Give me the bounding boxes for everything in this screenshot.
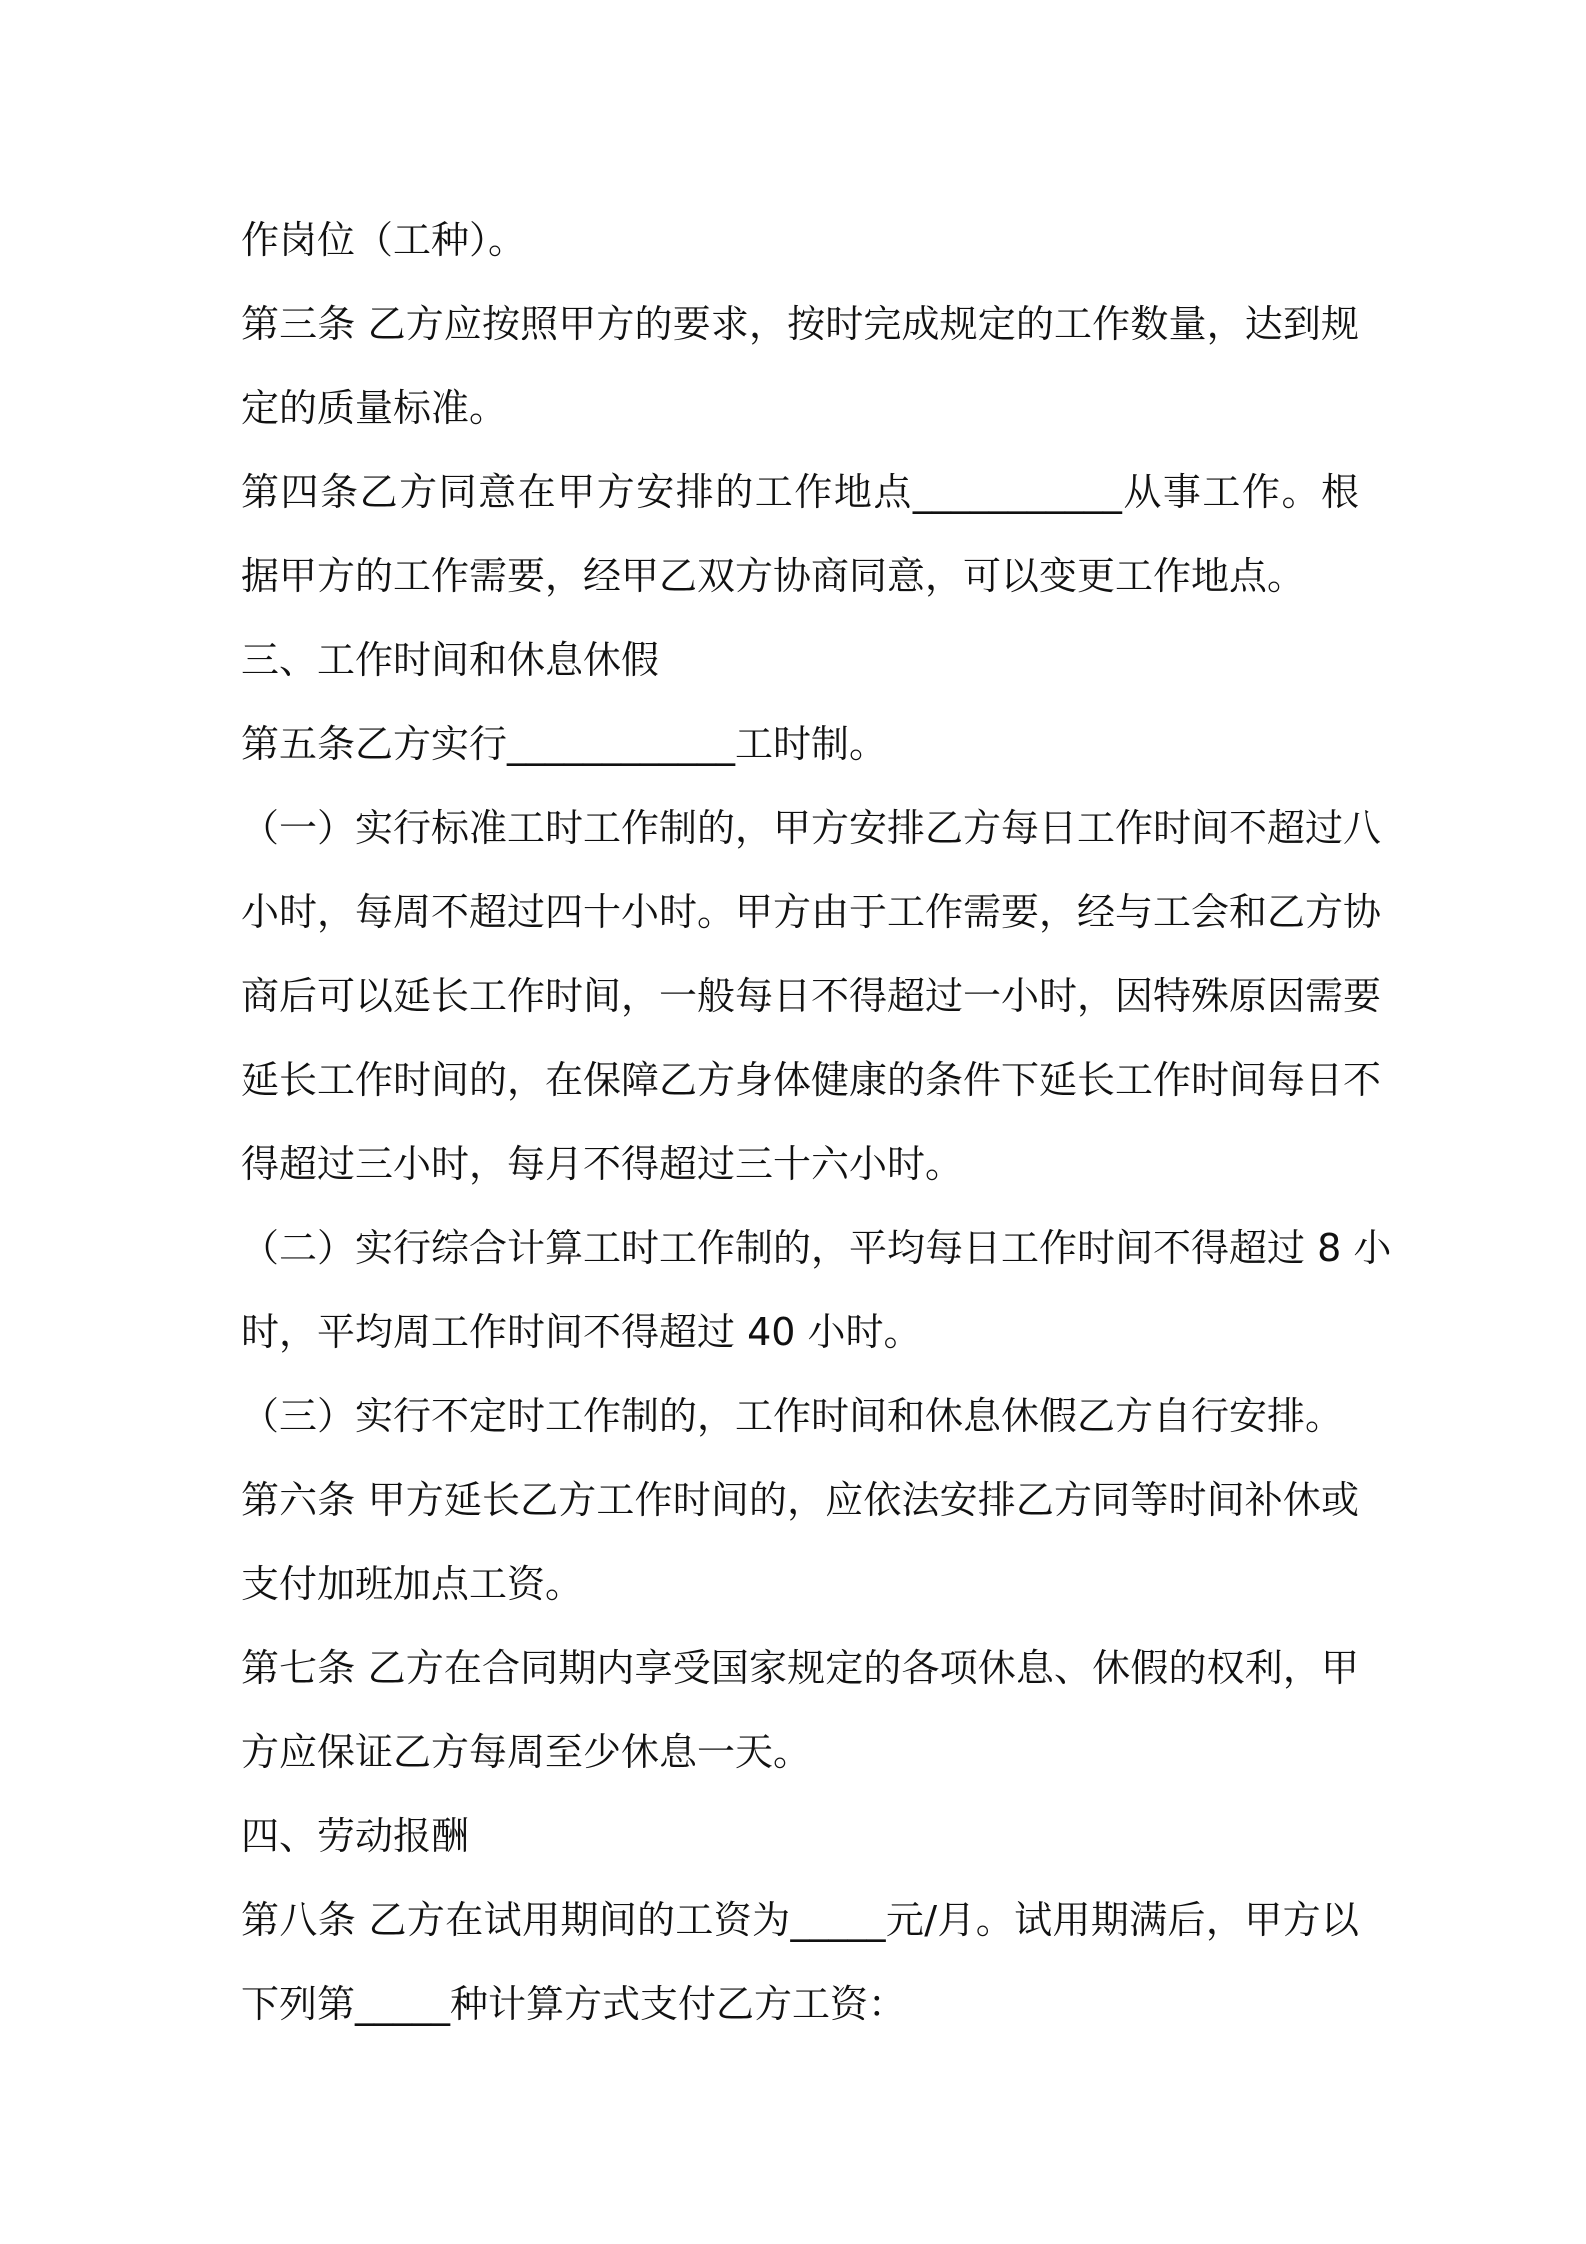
- text-line: 第四条乙方同意在甲方安排的工作地点___________从事工作。根: [241, 470, 1359, 514]
- text-line: 支付加班加点工资。: [241, 1562, 584, 1606]
- text-line: 第五条乙方实行____________工时制。: [241, 722, 888, 766]
- contract-text: [241, 198, 1392, 2046]
- text-line: （三）实行不定时工作制的，工作时间和休息休假乙方自行安排。: [241, 1394, 1344, 1438]
- text-line: 定的质量标准。: [241, 386, 508, 430]
- text-line: 第六条 甲方延长乙方工作时间的，应依法安排乙方同等时间补休或: [241, 1478, 1359, 1522]
- text-line: 方应保证乙方每周至少休息一天。: [241, 1730, 812, 1774]
- text-line: （一）实行标准工时工作制的，甲方安排乙方每日工作时间不超过八: [241, 806, 1382, 850]
- text-line: 时，平均周工作时间不得超过 40 小时。: [241, 1310, 922, 1354]
- text-line: （二）实行综合计算工时工作制的，平均每日工作时间不得超过 8 小: [241, 1226, 1392, 1270]
- section-heading: 四、劳动报酬: [241, 1814, 470, 1858]
- text-line: 第三条 乙方应按照甲方的要求，按时完成规定的工作数量，达到规: [241, 302, 1359, 346]
- text-line: 据甲方的工作需要，经甲乙双方协商同意，可以变更工作地点。: [241, 554, 1306, 598]
- text-line: 商后可以延长工作时间，一般每日不得超过一小时，因特殊原因需要: [241, 974, 1382, 1018]
- text-line: 下列第_____种计算方式支付乙方工资：: [241, 1982, 907, 2026]
- text-line: 作岗位（工种）。: [241, 218, 527, 262]
- text-line: 第八条 乙方在试用期间的工资为_____元/月。试用期满后，甲方以: [241, 1898, 1359, 1942]
- text-line: 小时，每周不超过四十小时。甲方由于工作需要，经与工会和乙方协: [241, 890, 1382, 934]
- text-line: 延长工作时间的，在保障乙方身体健康的条件下延长工作时间每日不: [241, 1058, 1382, 1102]
- text-line: 得超过三小时，每月不得超过三十六小时。: [241, 1142, 964, 1186]
- section-heading: 三、工作时间和休息休假: [241, 638, 660, 682]
- text-line: 第七条 乙方在合同期内享受国家规定的各项休息、休假的权利，甲: [241, 1646, 1359, 1690]
